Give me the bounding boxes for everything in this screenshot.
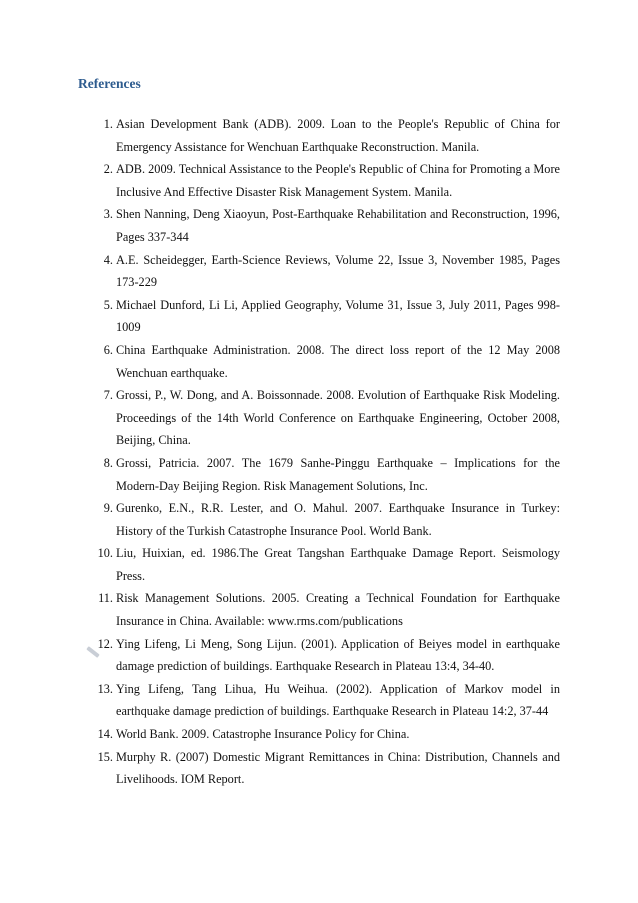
reference-text: Asian Development Bank (ADB). 2009. Loan to the People's Republic of China for Emergency Assistance for Wenchuan Earthquake Reconstruction. Manila. [116, 117, 560, 154]
reference-item [78, 249, 560, 294]
reference-number: 14. [97, 727, 113, 742]
reference-item [78, 542, 560, 587]
reference-number: 5. [103, 297, 113, 312]
reference-number: 15. [97, 749, 113, 764]
references-heading: References [78, 76, 141, 91]
reference-text: Grossi, Patricia. 2007. The 1679 Sanhe-Pinggu Earthquake – Implications for the Modern-Day Beijing Region. Risk Management Solutions, Inc. [116, 455, 560, 493]
reference-text: A.E. Scheidegger, Earth-Science Reviews, Volume 22, Issue 3, November 1985, Pages 173-229 [116, 252, 560, 290]
reference-item [78, 587, 560, 632]
reference-text: Risk Management Solutions. 2005. Creating a Technical Foundation for Earthquake Insurance in China. Available: www.rms.com/publications [116, 591, 560, 629]
reference-item [78, 746, 560, 791]
reference-item [78, 203, 560, 248]
reference-number: 9. [103, 501, 113, 516]
reference-number: 7. [103, 388, 113, 403]
reference-number: 10. [97, 546, 113, 561]
reference-item [78, 723, 560, 746]
reference-item [78, 294, 560, 339]
reference-item [78, 452, 560, 497]
reference-number: 4. [103, 252, 113, 267]
reference-item [78, 678, 560, 723]
reference-number: 2. [103, 162, 113, 177]
reference-text: ADB. 2009. Technical Assistance to the People's Republic of China for Promoting a More Inclusive And Effective Disaster Risk Management System. Manila. [116, 162, 560, 199]
reference-item [78, 339, 560, 384]
reference-text: Ying Lifeng, Li Meng, Song Lijun. (2001). Application of Beiyes model in earthquake damage prediction of buildings. Earthquake Research in Plateau 13:4, 34-40. [116, 636, 560, 674]
reference-text: Ying Lifeng, Tang Lihua, Hu Weihua. (2002). Application of Markov model in earthquake damage prediction of buildings. Earthquake Research in Plateau 14:2, 37-44 [116, 681, 560, 719]
reference-text: Murphy R. (2007) Domestic Migrant Remittances in China: Distribution, Channels and Livelihoods. IOM Report. [116, 749, 560, 787]
reference-number: 6. [103, 342, 113, 357]
reference-number: 13. [97, 681, 113, 696]
reference-number: 11. [98, 591, 113, 606]
reference-item [78, 158, 560, 203]
reference-number: 3. [103, 207, 113, 222]
reference-number: 1. [103, 117, 113, 131]
reference-number: 12. [97, 636, 113, 651]
reference-text: Grossi, P., W. Dong, and A. Boissonnade. 2008. Evolution of Earthquake Risk Modeling. Proceedings of the 14th World Conference on Earthquake Engineering, October 2008, Beijing, China. [116, 388, 560, 448]
reference-text: World Bank. 2009. Catastrophe Insurance Policy for China. [116, 727, 410, 742]
reference-item [78, 633, 560, 678]
reference-item [78, 497, 560, 542]
reference-item [78, 384, 560, 452]
reference-number: 8. [103, 455, 113, 470]
reference-text: China Earthquake Administration. 2008. The direct loss report of the 12 May 2008 Wenchuan earthquake. [116, 342, 560, 380]
reference-text: Liu, Huixian, ed. 1986.The Great Tangshan Earthquake Damage Report. Seismology Press. [116, 546, 560, 583]
reference-text: Michael Dunford, Li Li, Applied Geography, Volume 31, Issue 3, July 2011, Pages 998-1009 [116, 297, 560, 335]
reference-item [78, 113, 560, 158]
references-list [78, 113, 560, 791]
reference-text: Gurenko, E.N., R.R. Lester, and O. Mahul. 2007. Earthquake Insurance in Turkey: History of the Turkish Catastrophe Insurance Pool. World Bank. [116, 501, 560, 538]
reference-text: Shen Nanning, Deng Xiaoyun, Post-Earthquake Rehabilitation and Reconstruction, 1996, Pages 337-344 [116, 207, 560, 244]
